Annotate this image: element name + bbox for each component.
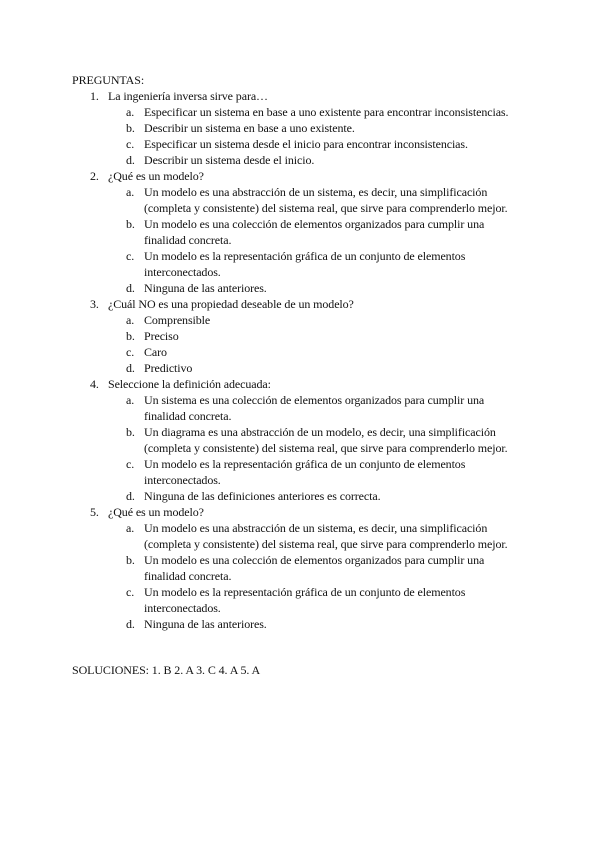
question-number: 1. xyxy=(90,89,99,103)
question-2 xyxy=(72,168,532,296)
option-text: Un modelo es una abstracción de un sistema, es decir, una simplificación (completa y consistente) del sistema real, que sirve para comprenderlo mejor. xyxy=(144,185,508,215)
question-text: ¿Qué es un modelo? xyxy=(108,169,204,183)
question-5 xyxy=(72,504,532,632)
option-letter: c. xyxy=(126,137,135,151)
option-letter: d. xyxy=(126,617,135,631)
question-1 xyxy=(72,88,532,168)
option-letter: b. xyxy=(126,217,135,231)
option-letter: a. xyxy=(126,313,135,327)
option-letter: c. xyxy=(126,345,135,359)
option-text: Describir un sistema en base a uno existente. xyxy=(144,121,355,135)
question-text: Seleccione la definición adecuada: xyxy=(108,377,271,391)
option-text: Especificar un sistema en base a uno existente para encontrar inconsistencias. xyxy=(144,105,509,119)
option-d xyxy=(108,488,532,504)
option-letter: a. xyxy=(126,185,135,199)
option-letter: a. xyxy=(126,521,135,535)
option-text: Predictivo xyxy=(144,361,193,375)
option-letter: b. xyxy=(126,553,135,567)
option-letter: a. xyxy=(126,393,135,407)
question-4 xyxy=(72,376,532,504)
option-b xyxy=(108,552,532,584)
option-b xyxy=(108,328,532,344)
option-letter: c. xyxy=(126,249,135,263)
options-list xyxy=(108,520,532,632)
questions-list xyxy=(72,88,532,632)
option-text: Ninguna de las definiciones anteriores es correcta. xyxy=(144,489,381,503)
option-d xyxy=(108,360,532,376)
solutions-line: SOLUCIONES: 1. B 2. A 3. C 4. A 5. A xyxy=(72,663,261,677)
option-letter: c. xyxy=(126,457,135,471)
option-text: Un modelo es una colección de elementos organizados para cumplir una finalidad concreta. xyxy=(144,217,485,247)
question-number: 5. xyxy=(90,505,99,519)
option-c xyxy=(108,344,532,360)
option-text: Un diagrama es una abstracción de un modelo, es decir, una simplificación (completa y consistente) del sistema real, que sirve para comprenderlo mejor. xyxy=(144,425,508,455)
options-list xyxy=(108,104,532,168)
question-number: 4. xyxy=(90,377,99,391)
option-a xyxy=(108,392,532,424)
option-text: Especificar un sistema desde el inicio para encontrar inconsistencias. xyxy=(144,137,468,151)
option-d xyxy=(108,280,532,296)
option-letter: b. xyxy=(126,121,135,135)
option-text: Un modelo es la representación gráfica de un conjunto de elementos interconectados. xyxy=(144,585,466,615)
option-c xyxy=(108,456,532,488)
option-text: Caro xyxy=(144,345,167,359)
question-number: 2. xyxy=(90,169,99,183)
option-text: Describir un sistema desde el inicio. xyxy=(144,153,315,167)
option-text: Un modelo es la representación gráfica de un conjunto de elementos interconectados. xyxy=(144,249,466,279)
option-a xyxy=(108,520,532,552)
options-list xyxy=(108,392,532,504)
option-a xyxy=(108,312,532,328)
questions-heading: PREGUNTAS: xyxy=(72,73,145,87)
option-text: Ninguna de las anteriores. xyxy=(144,281,267,295)
option-c xyxy=(108,584,532,616)
option-c xyxy=(108,248,532,280)
question-3 xyxy=(72,296,532,376)
option-letter: c. xyxy=(126,585,135,599)
option-text: Ninguna de las anteriores. xyxy=(144,617,267,631)
option-b xyxy=(108,120,532,136)
option-text: Un modelo es la representación gráfica de un conjunto de elementos interconectados. xyxy=(144,457,466,487)
option-d xyxy=(108,152,532,168)
option-b xyxy=(108,424,532,456)
options-list xyxy=(108,184,532,296)
question-text: La ingeniería inversa sirve para… xyxy=(108,89,268,103)
option-text: Preciso xyxy=(144,329,179,343)
option-letter: d. xyxy=(126,153,135,167)
option-letter: a. xyxy=(126,105,135,119)
option-text: Comprensible xyxy=(144,313,211,327)
options-list xyxy=(108,312,532,376)
question-text: ¿Cuál NO es una propiedad deseable de un modelo? xyxy=(108,297,354,311)
option-letter: b. xyxy=(126,329,135,343)
question-text: ¿Qué es un modelo? xyxy=(108,505,204,519)
document-page xyxy=(72,72,532,632)
option-text: Un sistema es una colección de elementos organizados para cumplir una finalidad concreta. xyxy=(144,393,485,423)
option-b xyxy=(108,216,532,248)
option-letter: d. xyxy=(126,361,135,375)
option-text: Un modelo es una colección de elementos organizados para cumplir una finalidad concreta. xyxy=(144,553,485,583)
option-letter: d. xyxy=(126,281,135,295)
option-c xyxy=(108,136,532,152)
option-d xyxy=(108,616,532,632)
question-number: 3. xyxy=(90,297,99,311)
option-letter: d. xyxy=(126,489,135,503)
option-a xyxy=(108,184,532,216)
option-letter: b. xyxy=(126,425,135,439)
option-text: Un modelo es una abstracción de un sistema, es decir, una simplificación (completa y consistente) del sistema real, que sirve para comprenderlo mejor. xyxy=(144,521,508,551)
option-a xyxy=(108,104,532,120)
